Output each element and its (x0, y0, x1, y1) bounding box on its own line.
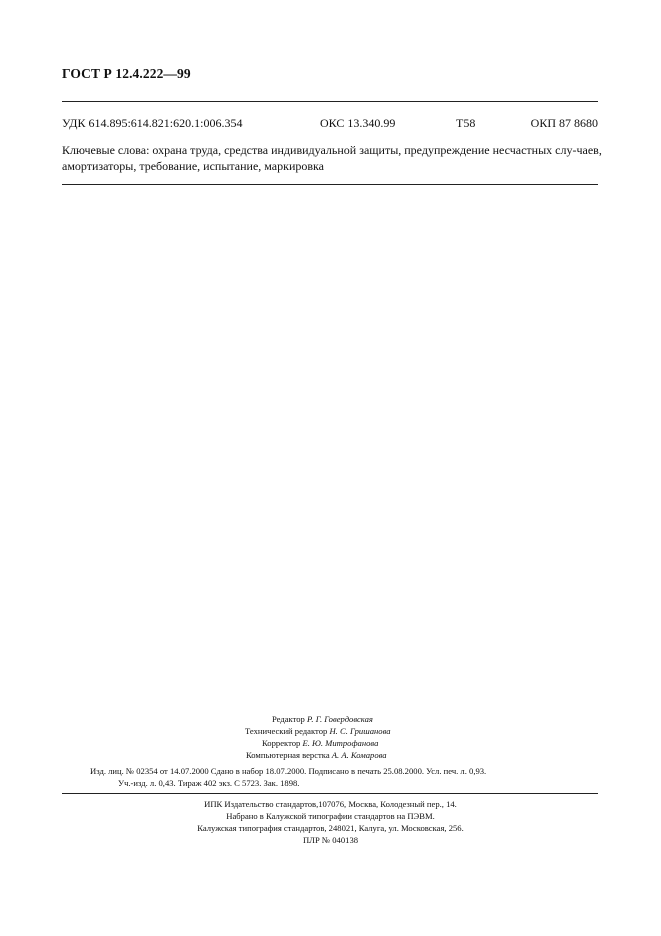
imprint-line-1: Изд. лиц. № 02354 от 14.07.2000 Сдано в набор 18.07.2000. Подписано в печать 25.08.2000. Усл. печ. л. 0,93. (90, 766, 487, 776)
keywords-bottom-rule (62, 184, 598, 185)
top-rule (62, 101, 598, 102)
publisher-line-3: Калужская типография стандартов, 248021, Калуга, ул. Московская, 256. (197, 823, 464, 833)
okp-code: ОКП 87 8680 (530, 116, 598, 130)
layout-label: Компьютерная верстка (246, 750, 330, 760)
editor-name: Р. Г. Говердовская (307, 714, 373, 724)
publisher-line-1: ИПК Издательство стандартов,107076, Москва, Колодезный пер., 14. (204, 799, 457, 809)
t-code: Т58 (456, 116, 476, 130)
editor-label: Редактор (272, 714, 305, 724)
publisher-line-4: ПЛР № 040138 (302, 835, 359, 845)
corrector-line (262, 738, 378, 750)
corrector-label: Корректор (262, 738, 301, 748)
layout-name: А. А. Комарова (331, 750, 387, 760)
publisher-line-2: Набрано в Калужской типографии стандартов на ПЭВМ. (226, 811, 435, 821)
imprint-bottom-rule (62, 793, 598, 794)
tech-editor-label: Технический редактор (245, 726, 328, 736)
imprint-line-2: Уч.-изд. л. 0,43. Тираж 402 экз. С 5723. Зак. 1898. (118, 778, 300, 788)
tech-editor-name: Н. С. Гришанова (329, 726, 391, 736)
publisher-block (0, 798, 661, 846)
keywords-paragraph: Ключевые слова: охрана труда, средства индивидуальной защиты, предупреждение несчастных слу-чаев, амортизаторы, требование, испытание, маркировка (62, 143, 602, 173)
editor-line (272, 714, 373, 726)
layout-line (246, 750, 387, 762)
oks-code: ОКС 13.340.99 (320, 116, 396, 130)
corrector-name: Е. Ю. Митрофанова (302, 738, 379, 748)
udk-code: УДК 614.895:614.821:620.1:006.354 (62, 116, 243, 130)
standard-number: ГОСТ Р 12.4.222—99 (62, 66, 191, 81)
tech-editor-line (245, 726, 391, 738)
